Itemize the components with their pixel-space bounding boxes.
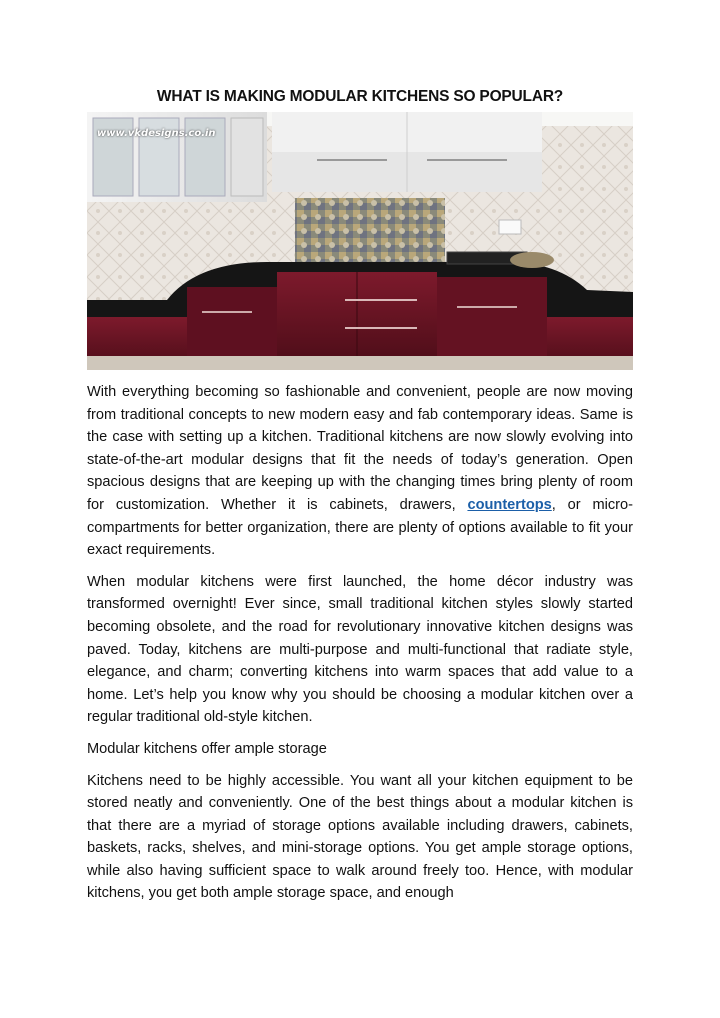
kitchen-illustration: [87, 112, 633, 370]
section-subheading: Modular kitchens offer ample storage: [87, 740, 327, 757]
paragraph-1: [87, 381, 633, 562]
paragraph-2: When modular kitchens were first launched, the home décor industry was transformed overnight! Ever since, small traditional kitchen styles slowly started becoming obsolete, and the road for revolutionary innovative kitchen designs was paved. Today, kitchens are multi-purpose and multi-functional that radiate style, elegance, and charm; converting kitchens into warm spaces that add value to a home. Let’s help you know why you should be choosing a modular kitchen over a regular traditional old-style kitchen.: [87, 573, 633, 726]
paragraph-1-text-b: , or micro-compartments for better organization, there are plenty of options available to fit your exact requirements.: [87, 496, 633, 559]
page-title: WHAT IS MAKING MODULAR KITCHENS SO POPULAR?: [156, 88, 564, 105]
paragraph-3: Kitchens need to be highly accessible. You want all your kitchen equipment to be stored neatly and conveniently. One of the best things about a modular kitchen is that there are a myriad of storage options available including drawers, cabinets, baskets, racks, shelves, and mini-storage options. You get ample storage options, while also having sufficient space to walk around freely too. Hence, with modular kitchens, you get both ample storage space, and enough: [87, 772, 633, 902]
watermark: www.vkdesigns.co.in: [97, 128, 216, 139]
paragraph-1-text-a: With everything becoming so fashionable and convenient, people are now moving from traditional concepts to new modern easy and fab contemporary ideas. Same is the case with setting up a kitchen. Traditional kitchens are now slowly evolving into state-of-the-art modular designs that fit the needs of today’s generation. Open spacious designs that are keeping up with the changing times bring plenty of room for customization. Whether it is cabinets, drawers,: [87, 384, 633, 513]
kitchen-photo: [87, 112, 633, 370]
article-body: [87, 381, 633, 914]
countertops-link[interactable]: countertops: [467, 496, 552, 513]
